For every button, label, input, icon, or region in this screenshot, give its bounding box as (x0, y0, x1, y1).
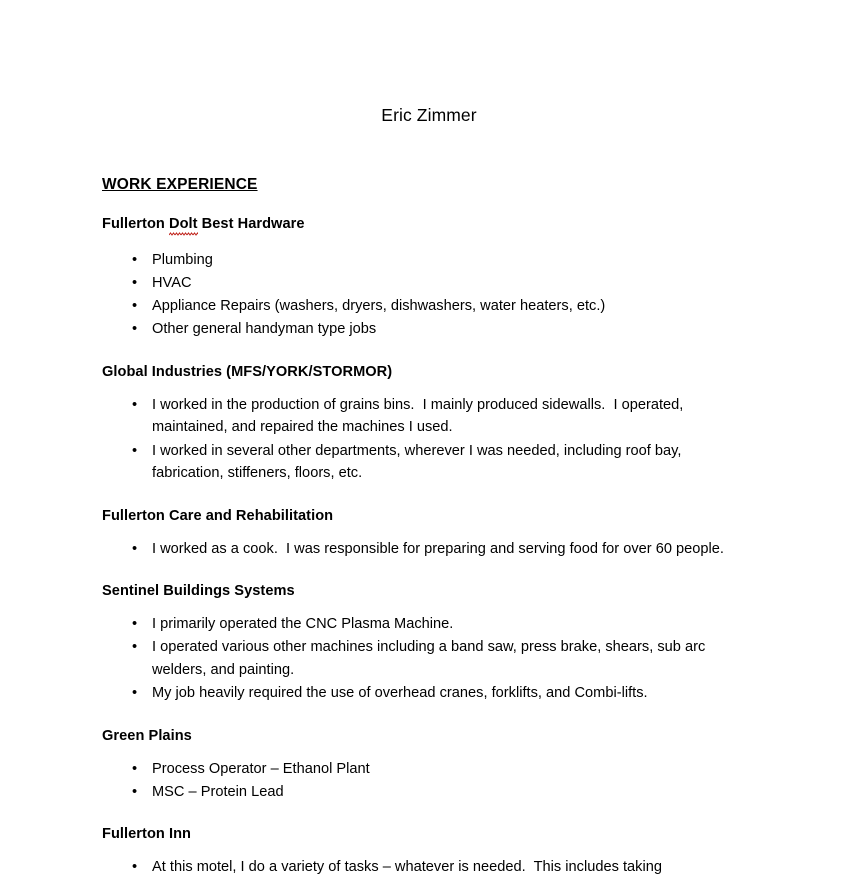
job-entry (102, 363, 742, 485)
job-bullet-list (102, 538, 742, 561)
bullet-glyph-icon: • (132, 685, 138, 702)
bullet-glyph-icon: • (132, 859, 138, 876)
list-item-text: Appliance Repairs (washers, dryers, dishwashers, water heaters, etc.) (152, 298, 606, 315)
work-experience-section (102, 176, 742, 215)
bullet-glyph-icon: • (132, 321, 138, 338)
misspelled-word: Dolt (169, 215, 198, 236)
list-item (102, 394, 742, 439)
bullet-glyph-icon: • (132, 442, 138, 459)
bullet-glyph-icon: • (132, 639, 138, 656)
list-item-text: At this motel, I do a variety of tasks – whatever is needed. This includes taking (152, 859, 662, 876)
bullet-glyph-icon: • (132, 540, 138, 557)
bullet-glyph-icon: • (132, 783, 138, 800)
list-item (102, 318, 742, 341)
job-entry (102, 215, 742, 341)
job-employer-heading: Global Industries (MFS/YORK/STORMOR) (102, 363, 393, 380)
job-employer-heading (102, 215, 742, 236)
job-employer-heading: Fullerton Care and Rehabilitation (102, 507, 334, 524)
list-item-text: Process Operator – Ethanol Plant (152, 760, 370, 777)
list-item (102, 295, 742, 318)
list-item-text: I operated various other machines including a band saw, press brake, shears, sub arc welders, and painting. (152, 639, 710, 679)
job-bullet-list (102, 613, 742, 704)
list-item-text: MSC – Protein Lead (152, 783, 284, 800)
list-item (102, 781, 742, 804)
job-bullet-list (102, 394, 742, 485)
employer-name-part: Fullerton (102, 216, 169, 232)
list-item-text: My job heavily required the use of overhead cranes, forklifts, and Combi-lifts. (152, 685, 648, 702)
job-employer-heading: Sentinel Buildings Systems (102, 583, 295, 600)
bullet-glyph-icon: • (132, 396, 138, 413)
job-entry (102, 507, 742, 561)
list-item (102, 249, 742, 272)
list-item (102, 613, 742, 636)
bullet-glyph-icon: • (132, 760, 138, 777)
list-item (102, 856, 742, 879)
document-body (102, 176, 742, 880)
job-entry (102, 825, 742, 879)
job-bullet-list (102, 249, 742, 341)
list-item (102, 636, 742, 681)
job-employer-heading: Green Plains (102, 727, 192, 744)
bullet-glyph-icon: • (132, 616, 138, 633)
list-item-text: I worked in several other departments, wherever I was needed, including roof bay, fabrication, stiffeners, floors, etc. (152, 442, 686, 482)
list-item-text: I worked as a cook. I was responsible for preparing and serving food for over 60 people. (152, 540, 724, 557)
list-item (102, 758, 742, 781)
section-heading-work-experience: WORK EXPERIENCE (102, 176, 258, 193)
list-item-text: I primarily operated the CNC Plasma Machine. (152, 616, 454, 633)
document-title: Eric Zimmer (381, 105, 477, 125)
job-entry (102, 582, 742, 704)
job-employer-heading: Fullerton Inn (102, 826, 192, 843)
list-item (102, 682, 742, 705)
list-item (102, 272, 742, 295)
list-item-text: I worked in the production of grains bins. I mainly produced sidewalls. I operated, maintained, and repaired the machines I used. (152, 396, 688, 436)
job-entry (102, 727, 742, 804)
bullet-glyph-icon: • (132, 252, 138, 268)
bullet-glyph-icon: • (132, 298, 138, 315)
list-item-text: Plumbing (152, 252, 213, 268)
list-item-text: HVAC (152, 275, 192, 292)
bullet-glyph-icon: • (132, 275, 138, 292)
list-item-text: Other general handyman type jobs (152, 321, 377, 338)
list-item (102, 440, 742, 485)
employer-name-part: Best Hardware (197, 216, 305, 232)
list-item (102, 538, 742, 561)
job-bullet-list (102, 856, 742, 879)
job-bullet-list (102, 758, 742, 804)
